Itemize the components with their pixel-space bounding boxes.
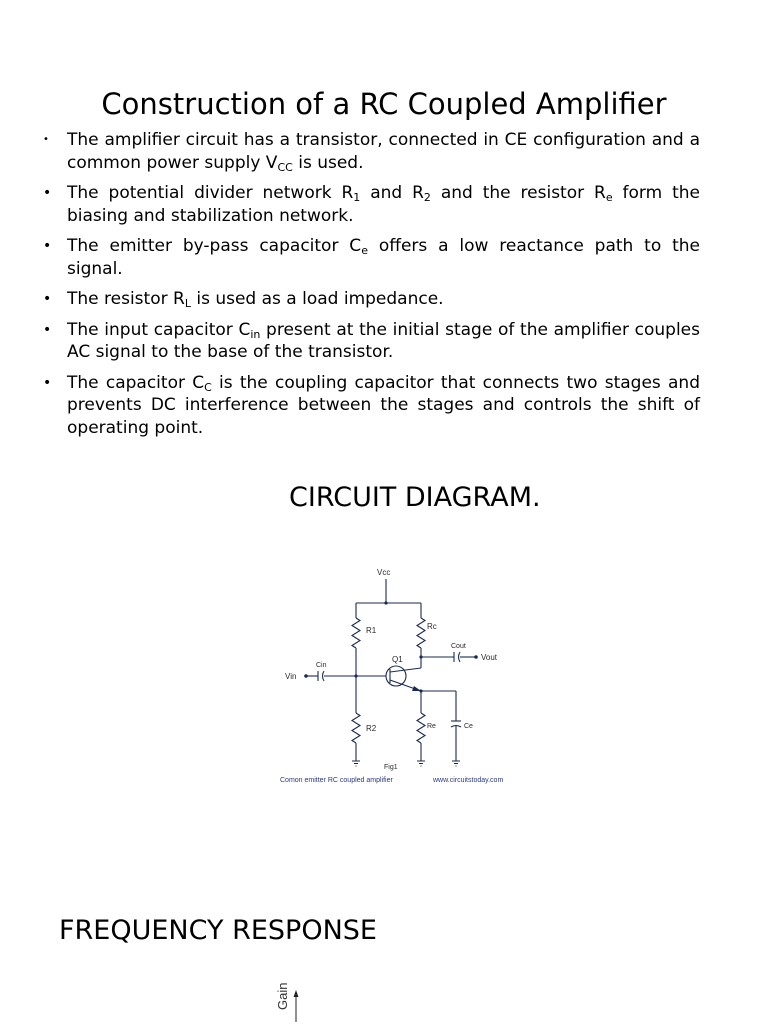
ground-ce [452, 761, 460, 766]
circuit-diagram [276, 563, 526, 793]
bullet-marker: • [43, 238, 52, 254]
bullet-item [40, 235, 700, 280]
vout-terminal [474, 655, 478, 659]
page-title: Construction of a RC Coupled Amplifier [101, 87, 667, 121]
label-cin: Cin [316, 662, 327, 669]
cout-plate-right [459, 652, 461, 662]
ground-re [417, 761, 425, 766]
collector-junction [419, 655, 422, 658]
subscript: L [184, 297, 191, 310]
r2-resistor [352, 713, 360, 743]
vin-terminal [304, 674, 308, 678]
label-vin: Vin [285, 672, 297, 681]
vcc-junction [384, 601, 387, 604]
label-vcc: Vcc [377, 568, 391, 577]
label-vout: Vout [481, 653, 498, 662]
bullet-text: The resistor $R_L$ is used as a load impedance. [67, 289, 444, 310]
label-rc: Rc [427, 622, 437, 631]
frequency-response-heading: FREQUENCY RESPONSE [59, 915, 377, 946]
q1-emitter-arrow [412, 686, 421, 691]
bullet-item [40, 182, 700, 227]
gain-axis-arrow [294, 990, 299, 997]
cin-plate-right [323, 671, 325, 681]
circuit-source: www.circuitstoday.com [433, 777, 504, 784]
label-r1: R1 [366, 626, 377, 635]
bullet-marker: • [43, 321, 52, 338]
gain-axis-label: Gain [275, 982, 290, 1010]
label-re: Re [427, 723, 436, 730]
subscript: C [204, 380, 212, 394]
bullet-marker: • [43, 291, 52, 307]
label-cout: Cout [451, 643, 466, 650]
ground-r2 [352, 761, 360, 766]
subscript: e [361, 244, 368, 257]
subscript: 2 [423, 191, 431, 204]
bullet-marker: • [43, 185, 52, 201]
q1-transistor-body [386, 666, 406, 686]
frequency-response-graph [262, 970, 312, 1024]
label-ce: Ce [464, 723, 473, 730]
bullet-text: The amplifier circuit has a transistor, connected in CE configuration and a common power supply $V_{CC}$ is used. [67, 130, 700, 174]
bullet-item [40, 288, 700, 311]
r1-resistor [352, 618, 360, 648]
bullet-item [40, 372, 700, 440]
subscript: CC [277, 160, 293, 174]
label-q1: Q1 [392, 655, 403, 664]
bullet-marker: • [43, 374, 52, 391]
bullet-marker: • [43, 134, 49, 145]
bullet-text: The emitter by-pass capacitor $C_e$ offers a low reactance path to the signal. [67, 236, 700, 279]
bullet-text: The input capacitor $C_{in}$ present at the initial stage of the amplifier couples AC signal to the base of the transistor. [67, 319, 700, 362]
bullet-list [40, 129, 700, 447]
q1-collector [390, 668, 421, 672]
label-r2: R2 [366, 724, 377, 733]
circuit-caption: Comon emitter RC coupled amplifier [280, 777, 393, 784]
subscript: 1 [353, 191, 361, 204]
re-resistor [417, 713, 425, 743]
subscript: e [605, 191, 613, 204]
bullet-item [40, 319, 700, 364]
rc-resistor [417, 618, 425, 648]
bullet-text: The potential divider network $R_1$ and $R_2$ and the resistor $R_e$ form the biasing and stabilization network. [67, 183, 700, 226]
circuit-diagram-heading: CIRCUIT DIAGRAM. [289, 482, 541, 513]
bullet-text: The capacitor $C_C$ is the coupling capacitor that connects two stages and prevents DC interference between the stages and controls the shift of operating point. [67, 372, 700, 438]
bullet-item [40, 129, 700, 174]
subscript: in [250, 327, 261, 341]
base-junction [354, 674, 357, 677]
label-fig: Fig1 [384, 764, 398, 771]
